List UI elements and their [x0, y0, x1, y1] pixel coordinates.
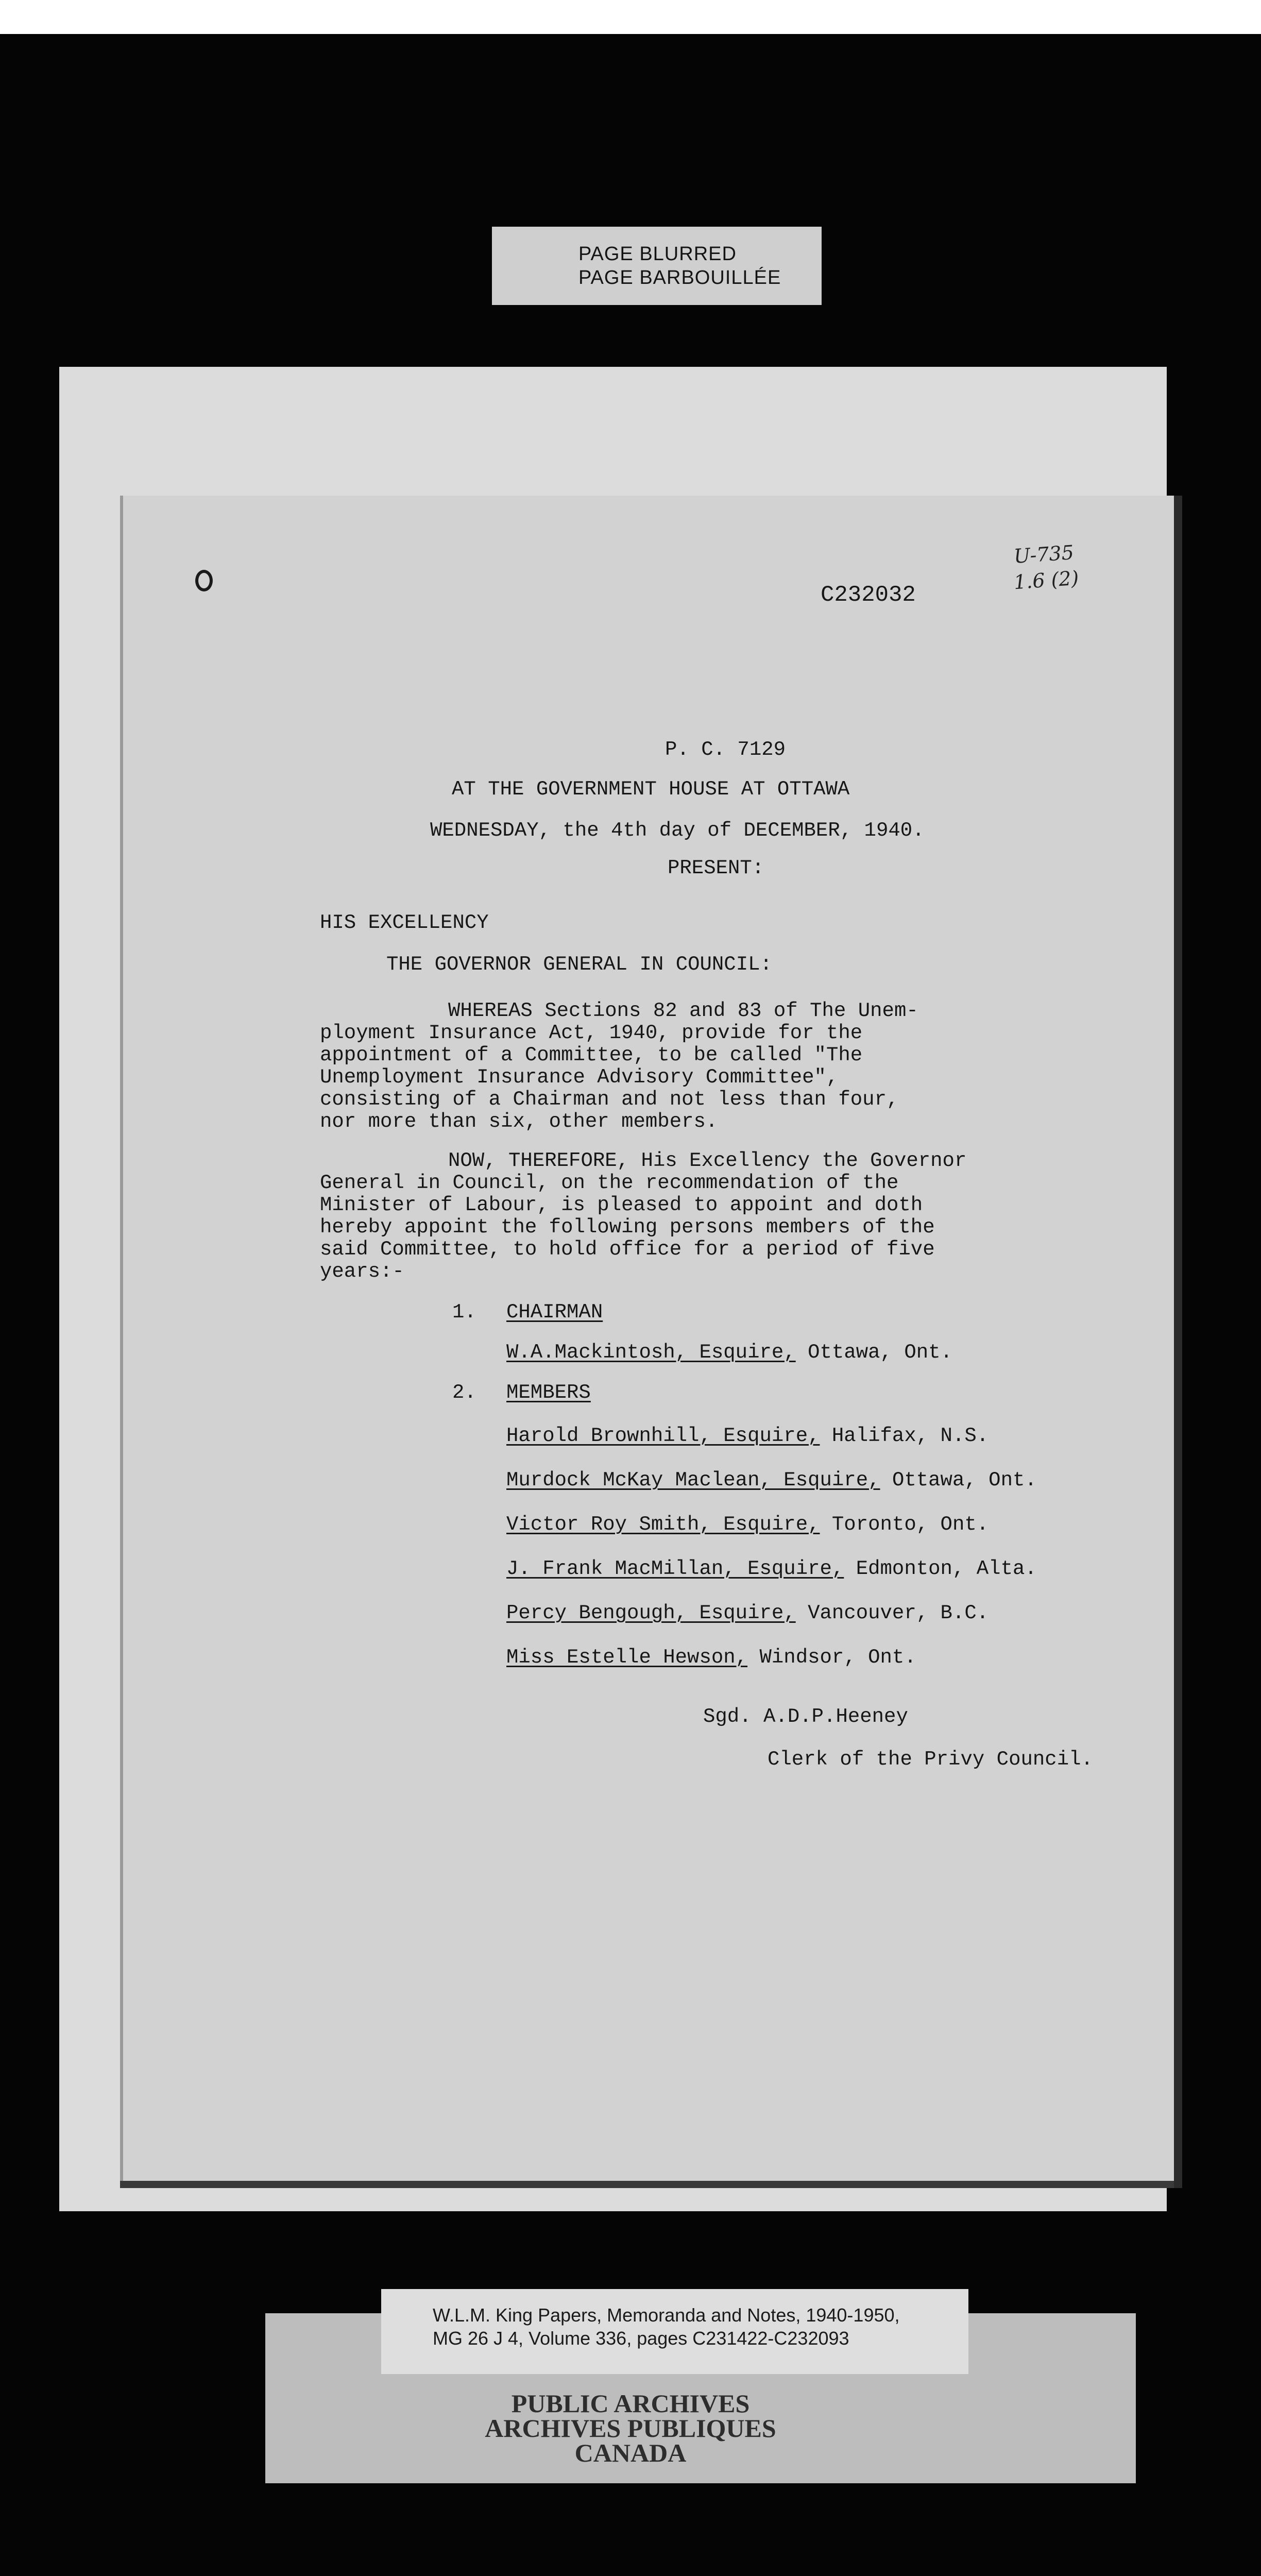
whereas-line: nor more than six, other members.: [320, 1110, 718, 1133]
member-entry: [506, 1646, 916, 1670]
page-blurred-line-fr: PAGE BARBOUILLÉE: [578, 267, 781, 289]
chairman-heading: CHAIRMAN: [506, 1301, 603, 1324]
chairman-name: W.A.Mackintosh, Esquire,: [506, 1341, 796, 1364]
present-label: PRESENT:: [668, 857, 764, 879]
whereas-line: appointment of a Committee, to be called "The: [320, 1044, 863, 1066]
therefore-line: Minister of Labour, is pleased to appoint and doth: [320, 1194, 923, 1216]
his-excellency-heading: HIS EXCELLENCY: [320, 911, 489, 934]
member-name: Harold Brownhill, Esquire,: [506, 1425, 820, 1447]
handwritten-note-line1: U-735: [1013, 540, 1075, 568]
signature: Sgd. A.D.P.Heeney: [703, 1705, 908, 1728]
members-number: 2.: [452, 1381, 476, 1404]
member-place: Edmonton, Alta.: [856, 1557, 1037, 1580]
therefore-line: said Committee, to hold office for a period of five: [320, 1238, 935, 1261]
member-entry: [506, 1513, 989, 1537]
member-name: Percy Bengough, Esquire,: [506, 1602, 796, 1624]
top-margin-strip: [0, 0, 1261, 34]
order-number: P. C. 7129: [665, 738, 786, 761]
member-place: Vancouver, B.C.: [808, 1602, 989, 1624]
member-name: J. Frank MacMillan, Esquire,: [506, 1557, 844, 1580]
reference-line: W.L.M. King Papers, Memoranda and Notes, 1940-1950,: [433, 2304, 900, 2326]
member-place: Ottawa, Ont.: [892, 1469, 1037, 1492]
member-place: Windsor, Ont.: [759, 1646, 916, 1669]
member-name: Murdock McKay Maclean, Esquire,: [506, 1469, 880, 1492]
punch-hole-icon: [195, 570, 213, 591]
whereas-line: WHEREAS Sections 82 and 83 of The Unem-: [448, 999, 918, 1022]
whereas-line: Unemployment Insurance Advisory Committee",: [320, 1066, 839, 1089]
member-entry: [506, 1557, 1037, 1581]
page-blurred-label: [492, 227, 822, 305]
therefore-line: General in Council, on the recommendation of the: [320, 1172, 899, 1194]
chairman-place: Ottawa, Ont.: [808, 1341, 952, 1364]
archive-stamp-line: PUBLIC ARCHIVES: [511, 2389, 750, 2418]
page-blurred-line-en: PAGE BLURRED: [578, 243, 737, 265]
date-line: WEDNESDAY, the 4th day of DECEMBER, 1940.: [430, 819, 925, 842]
chairman-number: 1.: [452, 1301, 476, 1324]
archive-number: C232032: [821, 582, 916, 608]
member-name: Victor Roy Smith, Esquire,: [506, 1513, 820, 1536]
document-page: [120, 496, 1182, 2188]
chairman-entry: [506, 1341, 952, 1365]
archive-stamp-line: CANADA: [574, 2438, 687, 2467]
therefore-line: years:-: [320, 1260, 404, 1283]
member-name: Miss Estelle Hewson,: [506, 1646, 748, 1669]
member-entry: [506, 1424, 989, 1448]
governor-general-heading: THE GOVERNOR GENERAL IN COUNCIL:: [386, 953, 772, 976]
signature-title: Clerk of the Privy Council.: [768, 1748, 1093, 1771]
member-place: Toronto, Ont.: [831, 1513, 989, 1536]
handwritten-note-line2: 1.6 (2): [1013, 566, 1080, 594]
therefore-line: hereby appoint the following persons members of the: [320, 1216, 935, 1239]
reference-line: MG 26 J 4, Volume 336, pages C231422-C232093: [433, 2328, 849, 2349]
location-line: AT THE GOVERNMENT HOUSE AT OTTAWA: [452, 778, 850, 801]
therefore-line: NOW, THEREFORE, His Excellency the Governor: [448, 1149, 967, 1172]
whereas-line: ployment Insurance Act, 1940, provide for the: [320, 1022, 863, 1044]
archive-stamp-line: ARCHIVES PUBLIQUES: [485, 2414, 776, 2443]
reference-card: [381, 2289, 968, 2374]
members-heading: MEMBERS: [506, 1381, 591, 1404]
member-entry: [506, 1468, 1037, 1493]
whereas-line: consisting of a Chairman and not less than four,: [320, 1088, 899, 1111]
member-entry: [506, 1601, 989, 1625]
member-place: Halifax, N.S.: [831, 1425, 989, 1447]
